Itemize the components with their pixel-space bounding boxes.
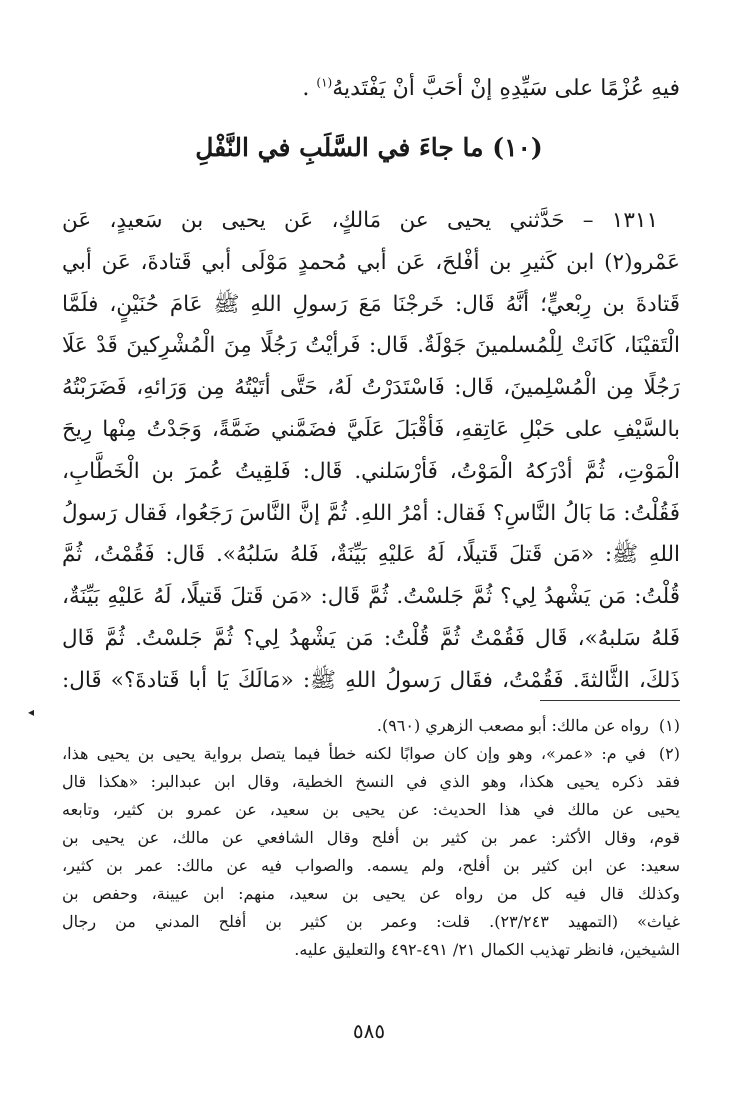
intro-line <box>90 72 680 106</box>
intro-text: فيهِ عُزْمًا على سَيِّدِهِ إنْ أحَبَّ أنْ يَفْتَديهُ <box>332 76 680 101</box>
body-line: الْمَوْتِ، ثُمَّ أدْرَكهُ الْمَوْتُ، فَأرْسَلني. قَال: فَلقِيتُ عُمرَ بن الْخَطَّابِ، <box>62 458 680 484</box>
body-line: ١٣١١ – حَدَّثني يحيى عن مَالكٍ، عَن يحيى بن سَعيدٍ، عَن <box>62 208 658 233</box>
body-line: رَجُلًا مِن الْمُسْلِمينَ، قَال: فَاسْتَدَرْتُ لَهُ، حَتَّى أتَيْتُهُ مِن وَرَائهِ، فَضَرَبْتُهُ <box>62 375 680 401</box>
body-line: ذَلكَ، الثَّالثةَ. فَقُمْتُ، فقَال رَسولُ اللهِ ﷺ: «مَالَكَ يَا أبا قَتادةَ؟» قَال: <box>62 667 680 693</box>
chapter-heading: (١٠) ما جاءَ في السَّلَبِ في النَّفْلِ <box>195 133 543 162</box>
footnote-line: غياث» (التمهيد ٢٣/٢٤٣). قلت: وعمر بن كثير بن أفلح المدني من رجال <box>62 912 680 931</box>
footnote-line: وكذلك قال فيه كل من رواه عن يحيى بن سعيد، منهم: ابن عيينة، وحفص بن <box>62 884 680 903</box>
margin-mark: ◂ <box>28 705 35 719</box>
footnote-number: (١) <box>658 716 680 735</box>
body-line: الْتَقيْنَا، كَانَتْ لِلْمُسلمينَ جَوْلَةٌ. قَال: فَرأيْتُ رَجُلًا مِنَ الْمُشْرِكينَ قَدْ عَلَا <box>62 333 680 359</box>
footnote-line <box>62 712 680 740</box>
footnote-number: (٢) <box>658 744 680 763</box>
footnote-line: يحيى عن مالك في هذا الحديث: عن يحيى بن سعيد، عن عمرو بن كثير، وتابعه <box>62 800 680 819</box>
footnote-ref-1: (١) <box>316 75 333 90</box>
footnote-divider <box>540 700 680 701</box>
footnote-line: قوم، وقال الأكثر: عمر بن كثير بن أفلح وقال الشافعي عن مالك، عن يحيى بن <box>62 828 680 847</box>
footnote-line <box>62 740 680 768</box>
body-line: فَقُلْتُ: مَا بَالُ النَّاسِ؟ فَقال: أمْرُ اللهِ. ثُمَّ إنَّ النَّاسَ رَجَعُوا، فَقال رَسولُ <box>62 500 680 526</box>
footnote-line: فقد ذكره يحيى هكذا، وهو الذي في النسخ الخطية، وقال ابن عبدالبر: «هكذا قال <box>62 772 680 791</box>
body-line: قَتادةَ بن رِبْعيٍّ؛ أنَّهُ قَال: خَرجْنَا مَعَ رَسولِ اللهِ ﷺ عَامَ حُنَيْنٍ، فلَمَّا <box>62 291 680 317</box>
footnote-line: سعيد: عن ابن كثير بن أفلح، ولم يسمه. والصواب فيه عن مالك: عمر بن كثير، <box>62 856 680 875</box>
footnote-line: الشيخين، فانظر تهذيب الكمال ٢١/ ٤٩١-٤٩٢ والتعليق عليه. <box>294 940 680 959</box>
body-line: بالسَّيْفِ على حَبْلِ عَاتِقهِ، فَأقْبَلَ عَلَيَّ فضَمَّني ضَمَّةً، وَجَدْتُ مِنْها رِيحَ <box>62 416 680 442</box>
footnote-text: رواه عن مالك: أبو مصعب الزهري (٩٦٠). <box>376 716 649 735</box>
footnotes <box>62 712 680 964</box>
body-line: فَلهُ سَلبهُ»، قَال فَقُمْتُ ثُمَّ قُلْتُ: مَن يَشْهدُ لِي؟ ثُمَّ جَلسْتُ. ثُمَّ قَال <box>62 625 680 651</box>
body-line: عَمْرو(٢) ابن كَثيرِ بن أفْلحَ، عَن أبي مُحمدٍ مَوْلَى أبي قَتادةَ، عَن أبي <box>62 249 680 275</box>
body-line: اللهِ ﷺ: «مَن قَتلَ قَتيلًا، لَهُ عَليْهِ بَيِّنَةٌ، فَلهُ سَلبُهُ». قَال: فَقُمْتُ، ثُمَّ <box>62 542 680 568</box>
page-number: ٥٨٥ <box>352 1019 386 1043</box>
footnote-text: في م: «عمر»، وهو وإن كان صوابًا لكنه خطأ فيما يتصل برواية يحيى بن يحيى هذا، <box>62 744 646 763</box>
body-line: قُلْتُ: مَن يَشْهدُ لِي؟ ثُمَّ جَلسْتُ. ثُمَّ قَال: «مَن قَتلَ قَتيلًا، لَهُ عَليْهِ بَيِّنَةٌ، <box>62 584 680 610</box>
intro-end: . <box>302 76 317 101</box>
hadith-body <box>62 200 680 702</box>
